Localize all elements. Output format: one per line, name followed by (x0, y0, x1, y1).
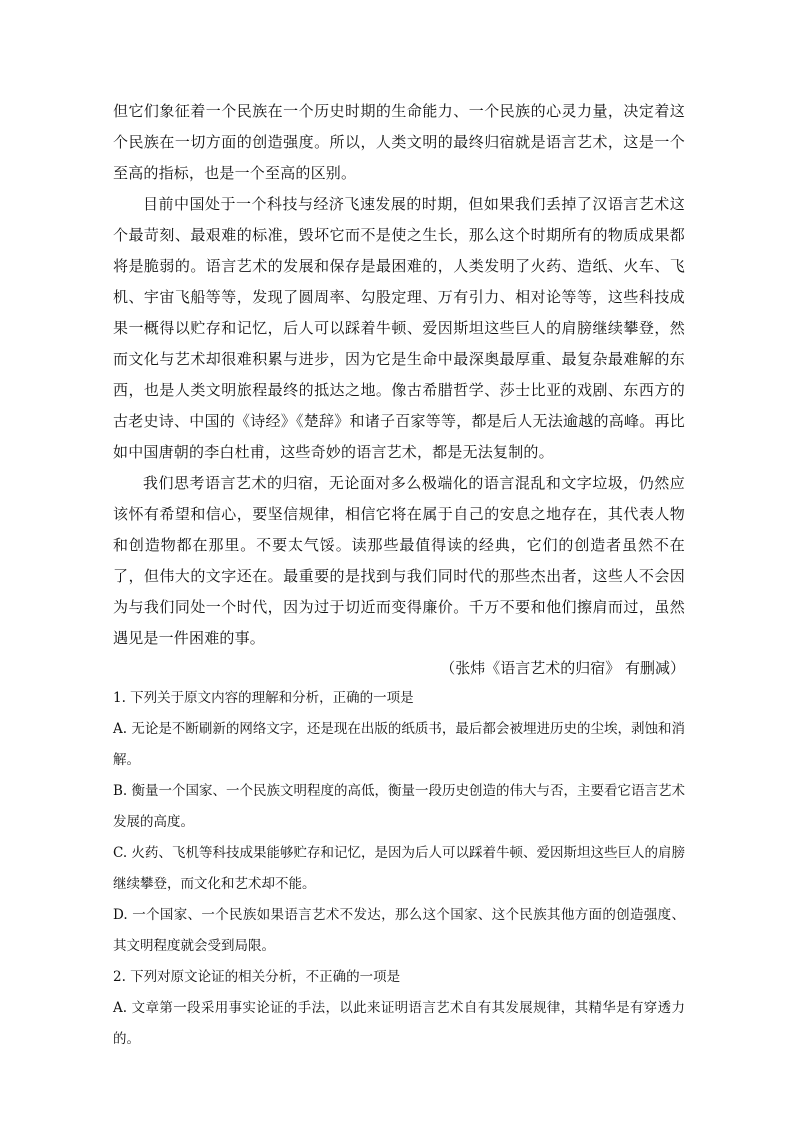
passage-source: （张炜《语言艺术的归宿》 有删减） (440, 659, 685, 677)
passage-paragraph-1: 但它们象征着一个民族在一个历史时期的生命能力、一个民族的心灵力量，决定着这个民族在一切方面的创造强度。所以，人类文明的最终归宿就是语言艺术，这是一个至高的指标，也是一个至高的区别。 (113, 102, 685, 182)
passage-paragraph-3: 我们思考语言艺术的归宿，无论面对多么极端化的语言混乱和文字垃圾，仍然应该怀有希望和信心，要坚信规律，相信它将在属于自己的安息之地存在，其代表人物和创造物都在那里。不要太气馁。读那些最值得读的经典，它们的创造者虽然不在了，但伟大的文字还在。最重要的是找到与我们同时代的那些杰出者，这些人不会因为与我们同处一个时代，因为过于切近而变得廉价。千万不要和他们擦肩而过，虽然遇见是一件困难的事。 (113, 474, 685, 647)
question-1 (113, 683, 685, 962)
question-2 (113, 962, 685, 1055)
option-a: A. 文章第一段采用事实论证的手法，以此来证明语言艺术自有其发展规律，其精华是有穿透力的。 (113, 1000, 685, 1047)
question-stem: 1. 下列关于原文内容的理解和分析，正确的一项是 (113, 690, 414, 706)
option-c: C. 火药、飞机等科技成果能够贮存和记忆，是因为后人可以踩着牛顿、爱因斯坦这些巨人的肩膀继续攀登，而文化和艺术却不能。 (113, 845, 685, 892)
passage-paragraph-2: 目前中国处于一个科技与经济飞速发展的时期，但如果我们丢掉了汉语言艺术这个最苛刻、最艰难的标准，毁坏它而不是使之生长，那么这个时期所有的物质成果都将是脆弱的。语言艺术的发展和保存是最困难的，人类发明了火药、造纸、火车、飞机、宇宙飞船等等，发现了圆周率、勾股定理、万有引力、相对论等等，这些科技成果一概得以贮存和记忆，后人可以踩着牛顿、爱因斯坦这些巨人的肩膀继续攀登，然而文化与艺术却很难积累与进步，因为它是生命中最深奥最厚重、最复杂最难解的东西，也是人类文明旅程最终的抵达之地。像古希腊哲学、莎士比亚的戏剧、东西方的古老史诗、中国的《诗经》《楚辞》和诸子百家等等，都是后人无法逾越的高峰。再比如中国唐朝的李白杜甫，这些奇妙的语言艺术，都是无法复制的。 (113, 195, 685, 461)
option-a: A. 无论是不断刷新的网络文字，还是现在出版的纸质书，最后都会被埋进历史的尘埃，剥蚀和消解。 (113, 721, 685, 768)
option-b: B. 衡量一个国家、一个民族文明程度的高低，衡量一段历史创造的伟大与否，主要看它语言艺术发展的高度。 (113, 783, 686, 830)
question-stem: 2. 下列对原文论证的相关分析，不正确的一项是 (113, 969, 401, 985)
option-d: D. 一个国家、一个民族如果语言艺术不发达，那么这个国家、这个民族其他方面的创造强度、其文明程度就会受到局限。 (113, 907, 685, 954)
document-content (113, 96, 685, 1055)
